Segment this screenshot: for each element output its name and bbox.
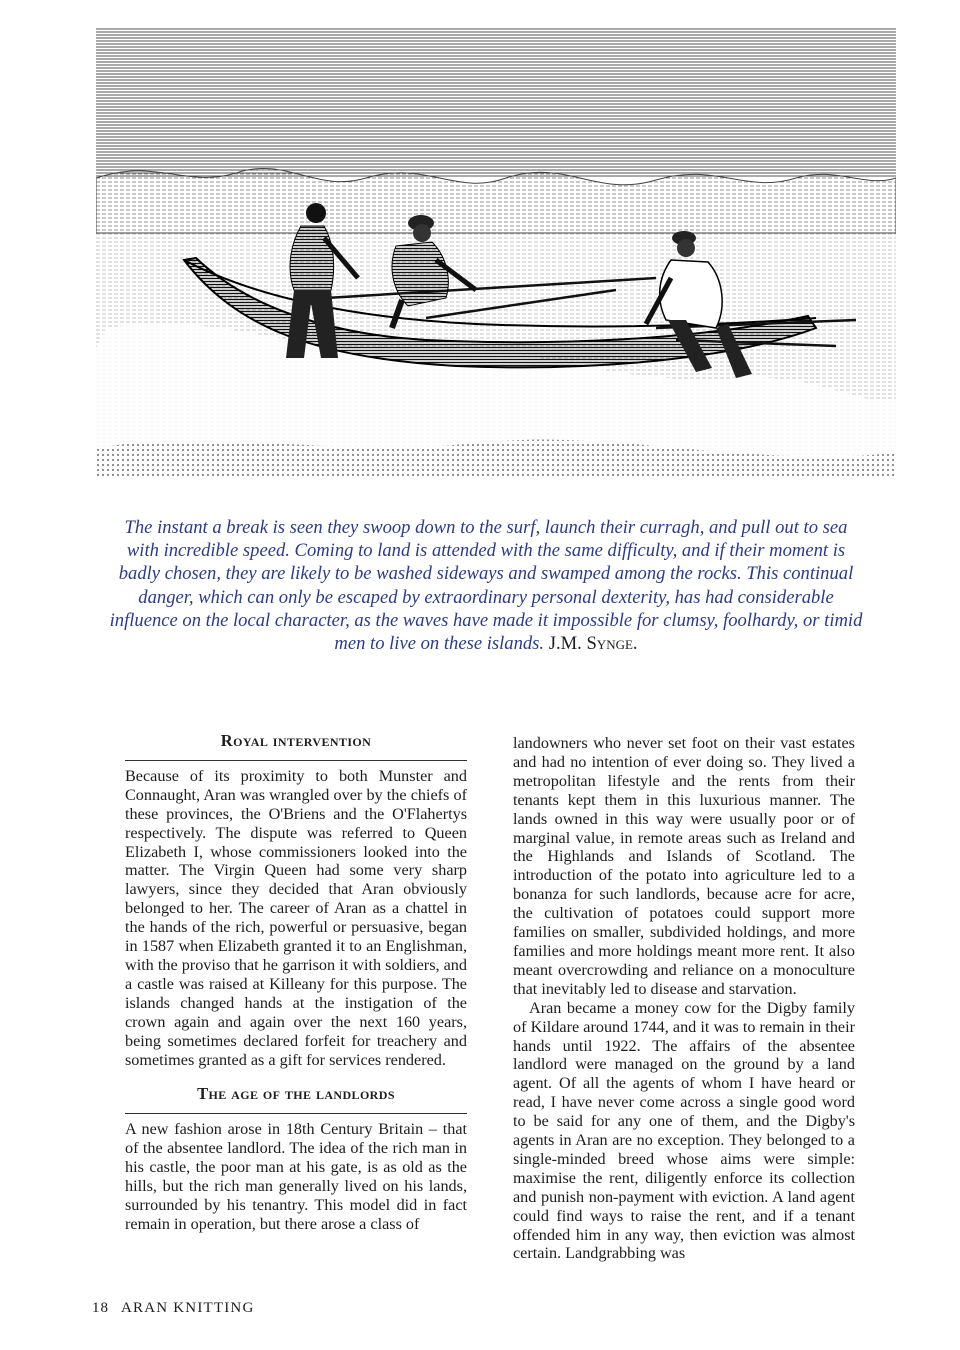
page-footer: [92, 1300, 255, 1317]
landlords-paragraph: A new fashion arose in 18th Century Britain – that of the absentee landlord. The idea of the rich man in his castle, the poor man at his gate, is as old as the hills, but the rich man generally lived on his lands, surrounded by his tenantry. This model did in fact remain in operation, but there arose a class of: [125, 1120, 467, 1233]
attribution-initials: J.M.: [548, 633, 582, 655]
digby-paragraph: Aran became a money cow for the Digby family of Kildare around 1744, and it was to remain in their hands until 1922. The affairs of the absentee landlord were managed on the ground by a land agent. Of all the agents of whom I have heard or read, I have never come across a single good word to be said for any one of them, and the Digby's agents in Aran are no exception. They belonged to a single-minded breed whose aims were simple: maximise the rent, diligently enforce its collection and punish non-payment with eviction. A land agent could find ways to raise the rent, and if a tenant offended him in any way, then eviction was almost certain. Landgrabbing was: [513, 998, 855, 1263]
page-number: 18: [92, 1300, 109, 1316]
landowners-paragraph: landowners who never set foot on their vast estates and had no intention of ever doing so. They lived a metropolitan lifestyle and the rents from their tenants kept them in this luxurious manner. The lands owned in this way were usually poor or of marginal value, in remote areas such as Ireland and the Highlands and Islands of Scotland. The introduction of the potato into agriculture led to a bonanza for such landlords, because acre for acre, the cultivation of potatoes could support more families on smaller, subdivided holdings, and more families and more holdings meant more rent. It also meant overcrowding and reliance on a monoculture that inevitably led to disease and starvation.: [513, 734, 855, 998]
royal-intervention-paragraph: Because of its proximity to both Munster and Connaught, Aran was wrangled over by the chiefs of these provinces, the O'Briens and the O'Flahertys respectively. The dispute was referred to Queen Elizabeth I, whose commissioners looked into the matter. The Virgin Queen had some very sharp lawyers, since they decided that Aran obviously belonged to her. The career of Aran as a chattel in the hands of the rich, powerful or persuasive, began in 1587 when Elizabeth granted it to an Englishman, with the proviso that he garrison it with soldiers, and a castle was raised at Killeany for this purpose. The islands changed hands at the instigation of the crown again and again over the next 160 years, being sometimes declared forfeit for treachery and sometimes granted as a gift for services rendered.: [125, 766, 467, 1069]
book-title: ARAN KNITTING: [121, 1300, 255, 1316]
left-column: [125, 732, 467, 1234]
curragh-engraving: [96, 28, 896, 476]
attribution-name: Synge.: [586, 633, 638, 655]
heading-age-of-landlords: The age of the landlords: [125, 1085, 467, 1114]
engraving-svg: [96, 28, 896, 476]
engraving-caption: [108, 516, 864, 655]
heading-royal-intervention: Royal intervention: [125, 732, 467, 761]
caption-quote: The instant a break is seen they swoop down to the surf, launch their curragh, and pull out to sea with incredible speed. Coming to land is attended with the same difficulty, and if their moment is badly chosen, they are likely to be washed sideways and swamped among the rocks. This continual danger, which can only be escaped by extraordinary personal dexterity, has had considerable influence on the local character, as the waves have made it impossible for clumsy, foolhardy, or timid men to live on these islands.: [109, 517, 863, 655]
sky-hatching: [96, 28, 896, 178]
right-column: [513, 734, 855, 1263]
caption-attribution: [549, 633, 638, 654]
distant-waves: [96, 168, 896, 233]
